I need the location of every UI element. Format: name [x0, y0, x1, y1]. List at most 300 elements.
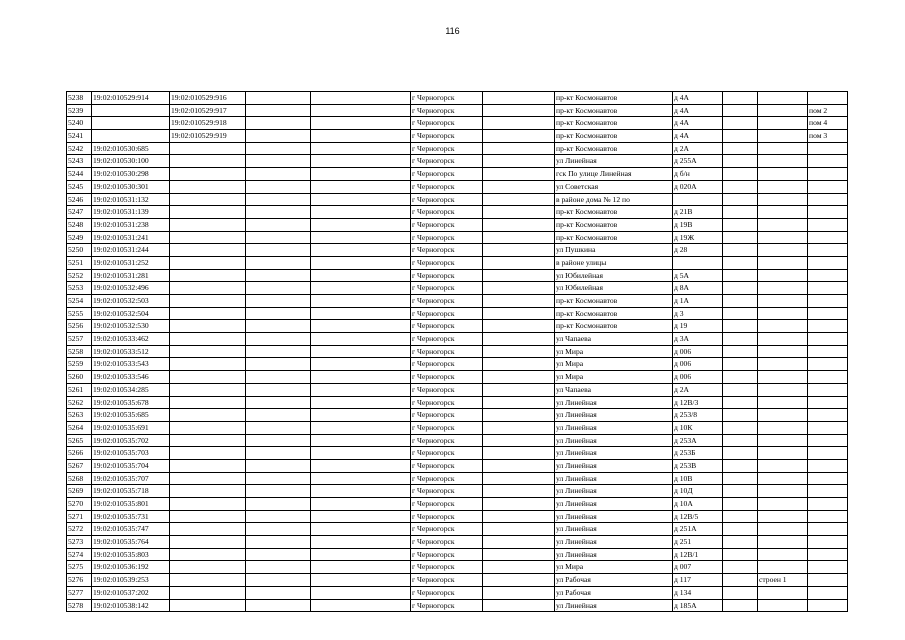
empty-cell-b — [311, 320, 411, 333]
table-row — [67, 409, 848, 422]
empty-cell-d — [723, 459, 758, 472]
cadastral-number-cell: 19:02:010532:530 — [92, 320, 170, 333]
street-cell: ул Линейная — [555, 485, 673, 498]
empty-cell-d — [723, 561, 758, 574]
empty-cell-c — [483, 92, 555, 105]
empty-cell-a — [246, 142, 311, 155]
table-row — [67, 586, 848, 599]
cadastral-number-cell: 19:02:010531:238 — [92, 218, 170, 231]
table-row — [67, 244, 848, 257]
street-cell: пр-кт Космонавтов — [555, 218, 673, 231]
house-cell: д 19Ж — [673, 231, 723, 244]
street-cell: пр-кт Космонавтов — [555, 92, 673, 105]
empty-cell-b — [311, 586, 411, 599]
row-number-cell: 5241 — [67, 130, 92, 143]
street-cell: ул Линейная — [555, 447, 673, 460]
house-cell: д 8А — [673, 282, 723, 295]
row-number-cell: 5269 — [67, 485, 92, 498]
row-number-cell: 5263 — [67, 409, 92, 422]
page-number: 116 — [445, 26, 460, 36]
cadastral-number-cell: 19:02:010533:546 — [92, 371, 170, 384]
premises-cell — [808, 244, 848, 257]
cadastral-number-cell: 19:02:010537:202 — [92, 586, 170, 599]
parent-cadastral-number-cell: 19:02:010529:919 — [170, 130, 246, 143]
row-number-cell: 5247 — [67, 206, 92, 219]
house-cell: д 006 — [673, 358, 723, 371]
city-cell: г Черногорск — [411, 434, 483, 447]
empty-cell-c — [483, 536, 555, 549]
table-row — [67, 383, 848, 396]
empty-cell-c — [483, 155, 555, 168]
city-cell: г Черногорск — [411, 193, 483, 206]
row-number-cell: 5261 — [67, 383, 92, 396]
table-row — [67, 218, 848, 231]
street-cell: ул Линейная — [555, 523, 673, 536]
cadastral-number-cell: 19:02:010530:298 — [92, 168, 170, 181]
premises-cell — [808, 371, 848, 384]
registry-table-body — [67, 92, 848, 612]
cadastral-number-cell: 19:02:010535:678 — [92, 396, 170, 409]
cadastral-number-cell: 19:02:010533:462 — [92, 333, 170, 346]
empty-cell-c — [483, 180, 555, 193]
street-cell: ул Мира — [555, 358, 673, 371]
parent-cadastral-number-cell — [170, 485, 246, 498]
building-cell — [758, 536, 808, 549]
row-number-cell: 5248 — [67, 218, 92, 231]
building-cell — [758, 472, 808, 485]
empty-cell-d — [723, 180, 758, 193]
building-cell — [758, 434, 808, 447]
parent-cadastral-number-cell — [170, 447, 246, 460]
empty-cell-a — [246, 396, 311, 409]
cadastral-number-cell: 19:02:010535:731 — [92, 510, 170, 523]
empty-cell-d — [723, 434, 758, 447]
registry-table — [66, 91, 848, 612]
table-row — [67, 472, 848, 485]
empty-cell-a — [246, 168, 311, 181]
parent-cadastral-number-cell — [170, 434, 246, 447]
empty-cell-c — [483, 130, 555, 143]
empty-cell-d — [723, 523, 758, 536]
empty-cell-a — [246, 155, 311, 168]
empty-cell-d — [723, 295, 758, 308]
row-number-cell: 5277 — [67, 586, 92, 599]
cadastral-number-cell: 19:02:010539:253 — [92, 574, 170, 587]
city-cell: г Черногорск — [411, 599, 483, 612]
street-cell: ул Линейная — [555, 536, 673, 549]
cadastral-number-cell: 19:02:010532:496 — [92, 282, 170, 295]
empty-cell-d — [723, 333, 758, 346]
building-cell — [758, 548, 808, 561]
street-cell: пр-кт Космонавтов — [555, 320, 673, 333]
empty-cell-b — [311, 485, 411, 498]
empty-cell-b — [311, 536, 411, 549]
empty-cell-b — [311, 295, 411, 308]
house-cell: д 19В — [673, 218, 723, 231]
empty-cell-d — [723, 345, 758, 358]
house-cell: д 185А — [673, 599, 723, 612]
premises-cell — [808, 206, 848, 219]
parent-cadastral-number-cell — [170, 358, 246, 371]
premises-cell — [808, 510, 848, 523]
cadastral-number-cell — [92, 117, 170, 130]
empty-cell-b — [311, 155, 411, 168]
empty-cell-d — [723, 574, 758, 587]
premises-cell — [808, 459, 848, 472]
house-cell — [673, 193, 723, 206]
city-cell: г Черногорск — [411, 396, 483, 409]
building-cell — [758, 396, 808, 409]
table-row — [67, 574, 848, 587]
empty-cell-a — [246, 282, 311, 295]
empty-cell-a — [246, 130, 311, 143]
empty-cell-b — [311, 333, 411, 346]
parent-cadastral-number-cell — [170, 168, 246, 181]
city-cell: г Черногорск — [411, 269, 483, 282]
city-cell: г Черногорск — [411, 295, 483, 308]
house-cell: д 134 — [673, 586, 723, 599]
empty-cell-b — [311, 498, 411, 511]
city-cell: г Черногорск — [411, 244, 483, 257]
empty-cell-b — [311, 561, 411, 574]
empty-cell-d — [723, 193, 758, 206]
parent-cadastral-number-cell — [170, 307, 246, 320]
parent-cadastral-number-cell — [170, 548, 246, 561]
building-cell — [758, 523, 808, 536]
premises-cell — [808, 472, 848, 485]
empty-cell-d — [723, 206, 758, 219]
cadastral-number-cell: 19:02:010532:503 — [92, 295, 170, 308]
house-cell — [673, 256, 723, 269]
cadastral-number-cell: 19:02:010533:543 — [92, 358, 170, 371]
street-cell: ул Мира — [555, 371, 673, 384]
table-row — [67, 117, 848, 130]
premises-cell — [808, 295, 848, 308]
premises-cell — [808, 599, 848, 612]
city-cell: г Черногорск — [411, 345, 483, 358]
city-cell: г Черногорск — [411, 307, 483, 320]
city-cell: г Черногорск — [411, 92, 483, 105]
street-cell: ул Юбилейная — [555, 282, 673, 295]
empty-cell-b — [311, 104, 411, 117]
house-cell: д 251А — [673, 523, 723, 536]
empty-cell-c — [483, 307, 555, 320]
cadastral-number-cell: 19:02:010535:707 — [92, 472, 170, 485]
premises-cell — [808, 523, 848, 536]
empty-cell-d — [723, 548, 758, 561]
city-cell: г Черногорск — [411, 155, 483, 168]
city-cell: г Черногорск — [411, 421, 483, 434]
city-cell: г Черногорск — [411, 168, 483, 181]
empty-cell-a — [246, 472, 311, 485]
cadastral-number-cell: 19:02:010530:100 — [92, 155, 170, 168]
row-number-cell: 5245 — [67, 180, 92, 193]
street-cell: пр-кт Космонавтов — [555, 295, 673, 308]
cadastral-number-cell: 19:02:010535:702 — [92, 434, 170, 447]
empty-cell-c — [483, 561, 555, 574]
premises-cell — [808, 168, 848, 181]
cadastral-number-cell: 19:02:010535:685 — [92, 409, 170, 422]
premises-cell — [808, 92, 848, 105]
empty-cell-b — [311, 447, 411, 460]
empty-cell-b — [311, 396, 411, 409]
house-cell: д 117 — [673, 574, 723, 587]
street-cell: ул Линейная — [555, 396, 673, 409]
parent-cadastral-number-cell — [170, 142, 246, 155]
city-cell: г Черногорск — [411, 536, 483, 549]
row-number-cell: 5270 — [67, 498, 92, 511]
table-row — [67, 447, 848, 460]
row-number-cell: 5244 — [67, 168, 92, 181]
premises-cell — [808, 193, 848, 206]
city-cell: г Черногорск — [411, 104, 483, 117]
parent-cadastral-number-cell — [170, 383, 246, 396]
street-cell: ул Линейная — [555, 472, 673, 485]
empty-cell-c — [483, 168, 555, 181]
city-cell: г Черногорск — [411, 485, 483, 498]
city-cell: г Черногорск — [411, 459, 483, 472]
empty-cell-d — [723, 371, 758, 384]
house-cell: д 2А — [673, 383, 723, 396]
street-cell: ул Чапаева — [555, 383, 673, 396]
empty-cell-c — [483, 447, 555, 460]
street-cell: ул Линейная — [555, 459, 673, 472]
empty-cell-b — [311, 244, 411, 257]
empty-cell-d — [723, 92, 758, 105]
city-cell: г Черногорск — [411, 561, 483, 574]
empty-cell-b — [311, 193, 411, 206]
empty-cell-b — [311, 434, 411, 447]
parent-cadastral-number-cell — [170, 295, 246, 308]
cadastral-number-cell: 19:02:010531:252 — [92, 256, 170, 269]
empty-cell-a — [246, 523, 311, 536]
empty-cell-c — [483, 498, 555, 511]
table-row — [67, 92, 848, 105]
street-cell: ул Линейная — [555, 434, 673, 447]
street-cell: ул Чапаева — [555, 333, 673, 346]
table-row — [67, 561, 848, 574]
empty-cell-c — [483, 256, 555, 269]
empty-cell-a — [246, 333, 311, 346]
parent-cadastral-number-cell — [170, 574, 246, 587]
building-cell — [758, 168, 808, 181]
row-number-cell: 5264 — [67, 421, 92, 434]
city-cell: г Черногорск — [411, 218, 483, 231]
parent-cadastral-number-cell — [170, 180, 246, 193]
building-cell — [758, 358, 808, 371]
street-cell: ул Пушкина — [555, 244, 673, 257]
parent-cadastral-number-cell — [170, 155, 246, 168]
row-number-cell: 5238 — [67, 92, 92, 105]
city-cell: г Черногорск — [411, 510, 483, 523]
empty-cell-b — [311, 548, 411, 561]
empty-cell-a — [246, 421, 311, 434]
empty-cell-a — [246, 244, 311, 257]
table-row — [67, 256, 848, 269]
house-cell: д 3 — [673, 307, 723, 320]
premises-cell — [808, 155, 848, 168]
empty-cell-a — [246, 371, 311, 384]
building-cell — [758, 599, 808, 612]
premises-cell — [808, 498, 848, 511]
empty-cell-a — [246, 256, 311, 269]
empty-cell-c — [483, 142, 555, 155]
parent-cadastral-number-cell — [170, 193, 246, 206]
empty-cell-c — [483, 383, 555, 396]
parent-cadastral-number-cell — [170, 345, 246, 358]
empty-cell-b — [311, 282, 411, 295]
row-number-cell: 5242 — [67, 142, 92, 155]
empty-cell-a — [246, 206, 311, 219]
street-cell: ул Линейная — [555, 421, 673, 434]
row-number-cell: 5239 — [67, 104, 92, 117]
empty-cell-d — [723, 421, 758, 434]
building-cell — [758, 383, 808, 396]
empty-cell-c — [483, 269, 555, 282]
premises-cell — [808, 345, 848, 358]
empty-cell-d — [723, 396, 758, 409]
empty-cell-c — [483, 586, 555, 599]
building-cell — [758, 117, 808, 130]
empty-cell-c — [483, 523, 555, 536]
row-number-cell: 5275 — [67, 561, 92, 574]
city-cell: г Черногорск — [411, 574, 483, 587]
empty-cell-b — [311, 510, 411, 523]
row-number-cell: 5259 — [67, 358, 92, 371]
empty-cell-b — [311, 117, 411, 130]
empty-cell-c — [483, 409, 555, 422]
empty-cell-d — [723, 409, 758, 422]
table-row — [67, 396, 848, 409]
cadastral-number-cell: 19:02:010530:685 — [92, 142, 170, 155]
premises-cell — [808, 231, 848, 244]
empty-cell-c — [483, 434, 555, 447]
row-number-cell: 5276 — [67, 574, 92, 587]
table-row — [67, 536, 848, 549]
cadastral-number-cell: 19:02:010535:764 — [92, 536, 170, 549]
premises-cell: пом 4 — [808, 117, 848, 130]
premises-cell — [808, 409, 848, 422]
empty-cell-a — [246, 409, 311, 422]
building-cell — [758, 333, 808, 346]
parent-cadastral-number-cell — [170, 498, 246, 511]
empty-cell-b — [311, 409, 411, 422]
city-cell: г Черногорск — [411, 130, 483, 143]
parent-cadastral-number-cell — [170, 218, 246, 231]
premises-cell — [808, 383, 848, 396]
empty-cell-d — [723, 244, 758, 257]
building-cell — [758, 295, 808, 308]
table-row — [67, 523, 848, 536]
city-cell: г Черногорск — [411, 472, 483, 485]
empty-cell-c — [483, 396, 555, 409]
table-row — [67, 231, 848, 244]
city-cell: г Черногорск — [411, 206, 483, 219]
empty-cell-b — [311, 574, 411, 587]
row-number-cell: 5260 — [67, 371, 92, 384]
empty-cell-d — [723, 231, 758, 244]
empty-cell-d — [723, 307, 758, 320]
house-cell: д 12В/5 — [673, 510, 723, 523]
city-cell: г Черногорск — [411, 282, 483, 295]
empty-cell-b — [311, 142, 411, 155]
table-row — [67, 206, 848, 219]
street-cell: пр-кт Космонавтов — [555, 206, 673, 219]
premises-cell — [808, 358, 848, 371]
street-cell: ул Линейная — [555, 599, 673, 612]
street-cell: ул Советская — [555, 180, 673, 193]
parent-cadastral-number-cell — [170, 510, 246, 523]
street-cell: гск По улице Линейная — [555, 168, 673, 181]
parent-cadastral-number-cell: 19:02:010529:917 — [170, 104, 246, 117]
city-cell: г Черногорск — [411, 548, 483, 561]
building-cell — [758, 320, 808, 333]
row-number-cell: 5243 — [67, 155, 92, 168]
parent-cadastral-number-cell — [170, 256, 246, 269]
empty-cell-d — [723, 218, 758, 231]
premises-cell — [808, 485, 848, 498]
empty-cell-a — [246, 434, 311, 447]
cadastral-number-cell: 19:02:010530:301 — [92, 180, 170, 193]
empty-cell-c — [483, 510, 555, 523]
table-row — [67, 485, 848, 498]
house-cell: д 10К — [673, 421, 723, 434]
table-row — [67, 168, 848, 181]
empty-cell-d — [723, 130, 758, 143]
empty-cell-d — [723, 142, 758, 155]
empty-cell-d — [723, 586, 758, 599]
house-cell: д 253/8 — [673, 409, 723, 422]
table-row — [67, 421, 848, 434]
house-cell: д 19 — [673, 320, 723, 333]
cadastral-number-cell: 19:02:010534:285 — [92, 383, 170, 396]
house-cell: д 253В — [673, 459, 723, 472]
table-row — [67, 345, 848, 358]
building-cell — [758, 104, 808, 117]
parent-cadastral-number-cell — [170, 536, 246, 549]
street-cell: пр-кт Космонавтов — [555, 117, 673, 130]
empty-cell-b — [311, 472, 411, 485]
row-number-cell: 5265 — [67, 434, 92, 447]
house-cell: д 4А — [673, 104, 723, 117]
empty-cell-d — [723, 282, 758, 295]
empty-cell-c — [483, 472, 555, 485]
house-cell: д 12В/3 — [673, 396, 723, 409]
empty-cell-b — [311, 345, 411, 358]
row-number-cell: 5268 — [67, 472, 92, 485]
premises-cell — [808, 142, 848, 155]
house-cell: д 2А — [673, 142, 723, 155]
row-number-cell: 5253 — [67, 282, 92, 295]
parent-cadastral-number-cell: 19:02:010529:916 — [170, 92, 246, 105]
row-number-cell: 5250 — [67, 244, 92, 257]
cadastral-number-cell: 19:02:010531:241 — [92, 231, 170, 244]
empty-cell-c — [483, 548, 555, 561]
cadastral-number-cell: 19:02:010538:142 — [92, 599, 170, 612]
cadastral-number-cell: 19:02:010535:803 — [92, 548, 170, 561]
parent-cadastral-number-cell — [170, 459, 246, 472]
empty-cell-a — [246, 92, 311, 105]
empty-cell-c — [483, 193, 555, 206]
cadastral-number-cell: 19:02:010535:747 — [92, 523, 170, 536]
city-cell: г Черногорск — [411, 180, 483, 193]
empty-cell-c — [483, 117, 555, 130]
empty-cell-a — [246, 574, 311, 587]
street-cell: пр-кт Космонавтов — [555, 104, 673, 117]
street-cell: пр-кт Космонавтов — [555, 231, 673, 244]
empty-cell-d — [723, 498, 758, 511]
empty-cell-a — [246, 295, 311, 308]
